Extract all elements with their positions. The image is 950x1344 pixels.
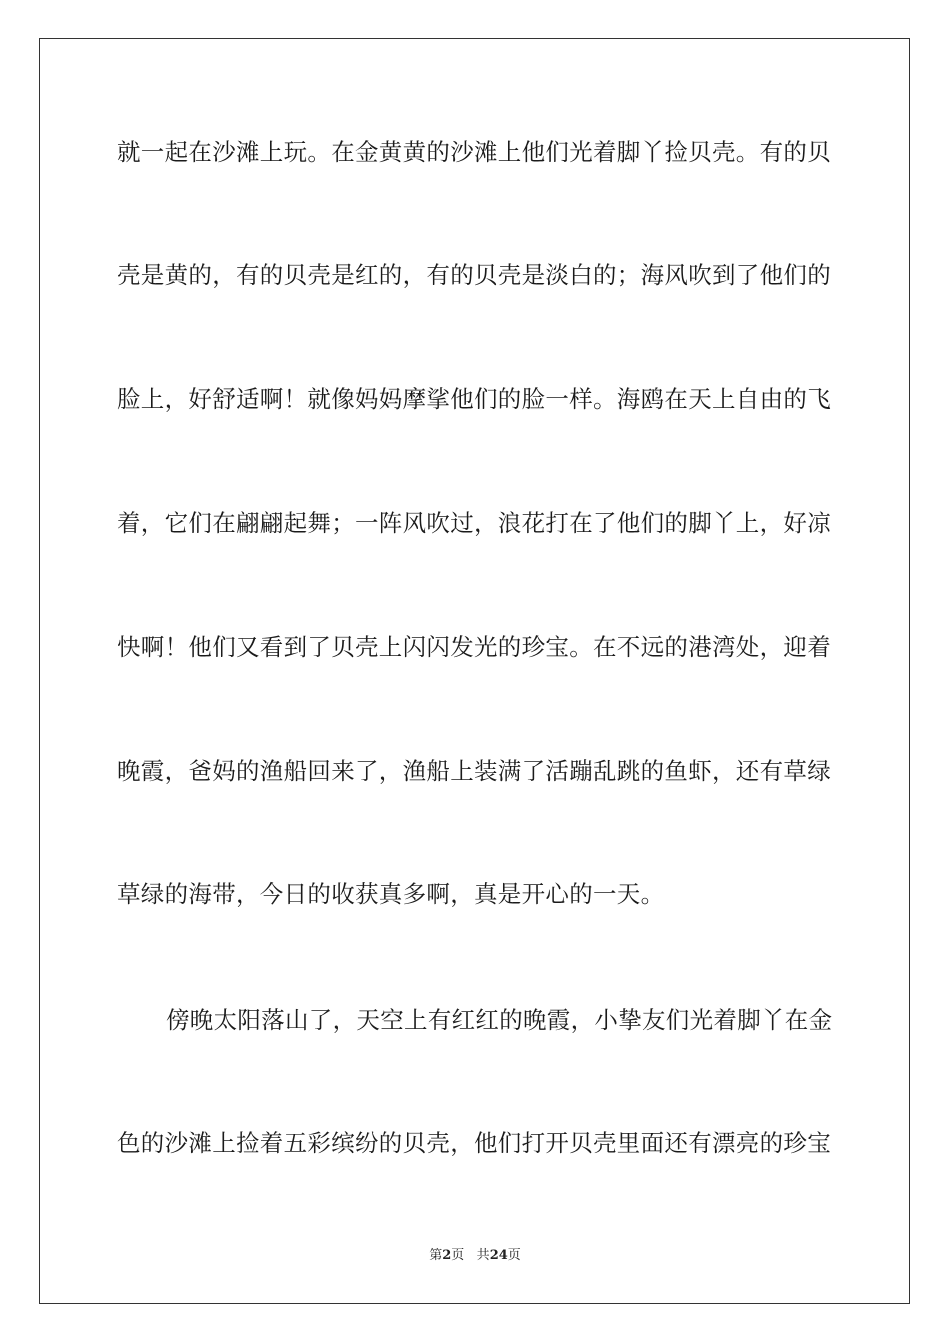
text-line-9: 色的沙滩上捡着五彩缤纷的贝壳，他们打开贝壳里面还有漂亮的珍宝 [117,1129,831,1157]
page-border [39,38,910,1304]
text-line-1: 就一起在沙滩上玩。在金黄黄的沙滩上他们光着脚丫捡贝壳。有的贝 [117,138,831,166]
text-line-5: 快啊！他们又看到了贝壳上闪闪发光的珍宝。在不远的港湾处，迎着 [117,633,831,661]
page-suffix: 页 [451,1248,465,1263]
text-line-3: 脸上，好舒适啊！就像妈妈摩挲他们的脸一样。海鸥在天上自由的飞 [117,385,831,413]
text-line-4: 着，它们在翩翩起舞；一阵风吹过，浪花打在了他们的脚丫上，好凉 [117,509,831,537]
text-line-6: 晚霞，爸妈的渔船回来了，渔船上装满了活蹦乱跳的鱼虾，还有草绿 [117,757,831,785]
total-pages: 24 [489,1248,508,1263]
text-line-7: 草绿的海带，今日的收获真多啊，真是开心的一天。 [117,880,665,908]
total-prefix: 共 [476,1248,490,1263]
page-footer [0,1247,950,1265]
page-number: 2 [442,1248,452,1263]
page-prefix: 第 [429,1248,443,1263]
paragraph-start-line: 傍晚太阳落山了，天空上有红红的晚霞，小挚友们光着脚丫在金 [166,1006,833,1034]
total-suffix: 页 [507,1248,521,1263]
text-line-2: 壳是黄的，有的贝壳是红的，有的贝壳是淡白的；海风吹到了他们的 [117,261,831,289]
